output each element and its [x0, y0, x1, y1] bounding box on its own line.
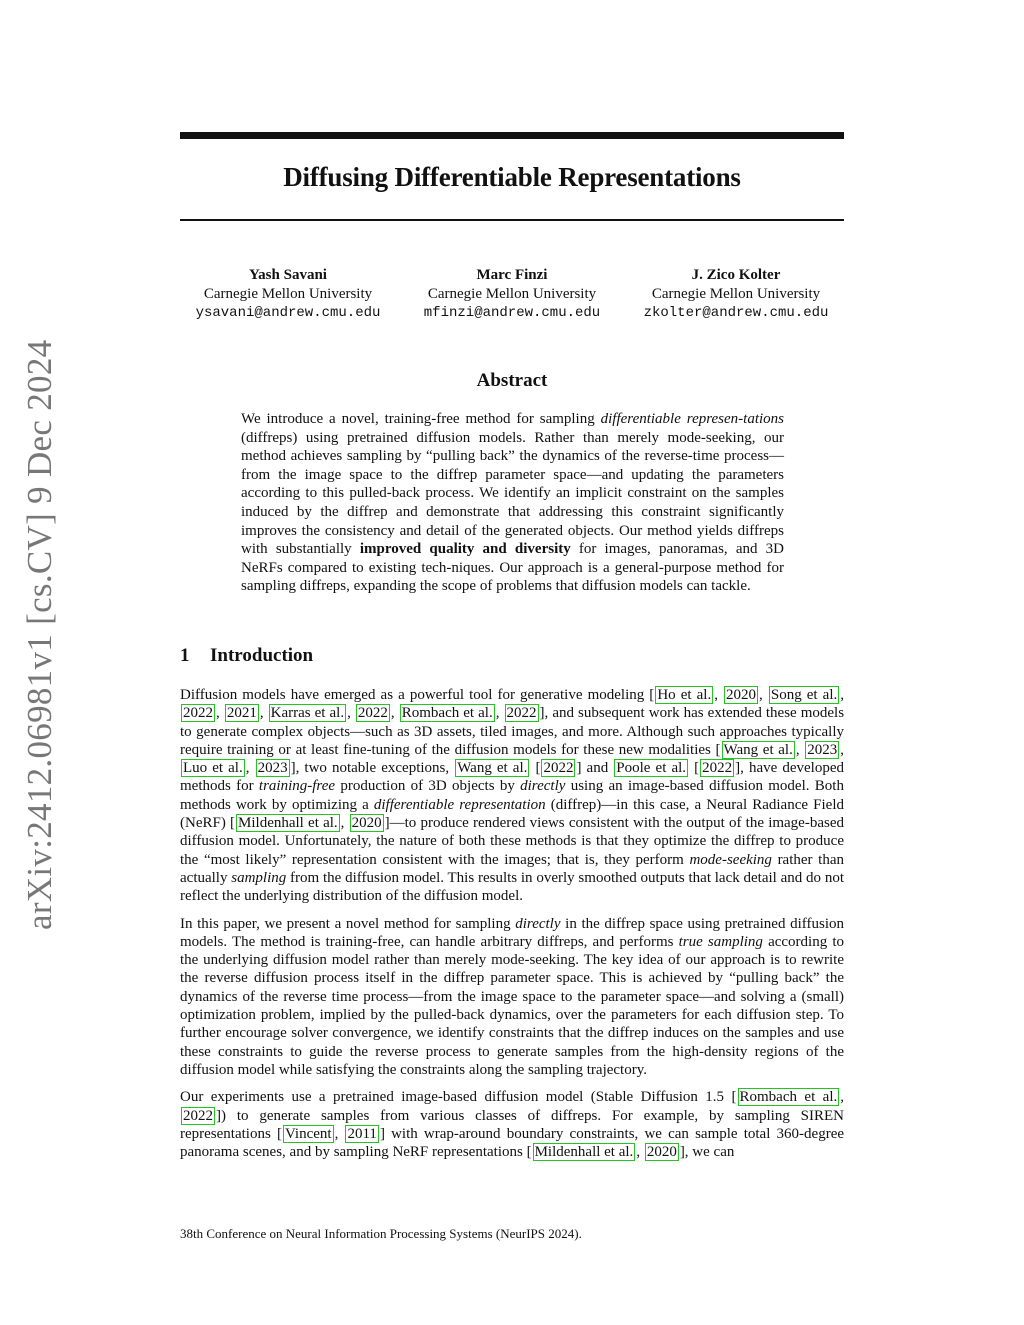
citation-link[interactable]: 2023	[807, 741, 838, 758]
paragraph: In this paper, we present a novel method for sampling directly in the diffrep space using pretrained diffusion models. The method is training-free, can handle arbitrary diffreps, and performs true sampling according to the underlying diffusion model rather than merely mode-seeking. The key idea of our approach is to rewrite the reverse diffusion process itself in the diffrep parameter space. This is achieved by “pulling back” the dynamics of the reverse time process—from the image space to the parameter space—and solving a (small) optimization problem, implied by the pulled-back dynamics, over the parameters for each diffusion step. To further encourage solver convergence, we identify constraints that the diffrep induces on the samples and use these constraints to guide the reverse process to generate samples from the high-density regions of the diffusion model while satisfying the constraints along the sampling trajectory.	[180, 915, 844, 1078]
citation-link[interactable]: Luo et al.	[183, 760, 243, 777]
citation-link[interactable]: 2022	[543, 760, 574, 777]
title-bottom-rule	[180, 219, 844, 221]
citation-link[interactable]: 2022	[357, 705, 388, 722]
citation-link[interactable]: Poole et al.	[616, 760, 687, 777]
citation-link[interactable]: 2022	[183, 705, 213, 722]
citation-link[interactable]: 2011	[347, 1125, 377, 1142]
paragraph: Diffusion models have emerged as a powerful tool for generative modeling [ Ho et al. , 2020 , Song et al. , 2022 , 2021 , Karras et al. , 2022 , Rombach et al. , 2022 ], and subsequent work has extended these models to generate complex objects—such as 3D assets, tiled images, and more. Although such approaches typically require training or at least fine-tuning of the diffusion models for these new modalities [ Wang et al. , 2023 , Luo et al. , 2023 ], two notable exceptions, Wang et al. [ 2022 ] and Poole et al. [ 2022 ], have developed methods for training-free production of 3D objects by directly using an image-based diffusion model. Both methods work by optimizing a differentiable representation (diffrep)—in this case, a Neural Radiance Field (NeRF) [ Mildenhall et al. , 2020 ]—to produce rendered views consistent with the output of the image-based diffusion model. Unfortunately, the nature of both these methods is that they optimize the diffrep to produce the “most likely” representation consistent with the images; that is, they perform mode-seeking rather than actually sampling from the diffusion model. This results in overly smoothed outputs that lack detail and do not reflect the underlying distribution of the diffusion model.	[180, 687, 845, 905]
abstract-text: We introduce a novel, training-free method for sampling differentiable represen-tations (diffreps) using pretrained diffusion models. Rather than merely mode-seeking, our method achieves sampling by “pulling back” the dynamics of the reverse-time process—from the image space to the diffrep parameter space—and updating the parameters according to this pulled-back process. We identify an implicit constraint on the samples induced by the diffrep and demonstrate that addressing this constraint significantly improves the consistency and detail of the generated objects. Our method yields diffreps with substantially improved quality and diversity for images, panoramas, and 3D NeRFs compared to existing tech-niques. Our approach is a general-purpose method for sampling diffreps, expanding the scope of problems that diffusion models can tackle.	[241, 411, 784, 595]
author-email[interactable]: ysavani@andrew.cmu.edu	[195, 305, 381, 321]
conference-footnote: 38th Conference on Neural Information Processing Systems (NeurIPS 2024).	[180, 1226, 582, 1241]
citation-link[interactable]: 2020	[351, 815, 382, 832]
arxiv-identifier: arXiv:2412.06981v1 [cs.CV] 9 Dec 2024	[20, 339, 59, 930]
author-email[interactable]: mfinzi@andrew.cmu.edu	[423, 305, 601, 321]
citation-link[interactable]: Ho et al.	[657, 687, 712, 703]
author-block	[180, 266, 844, 323]
citation-link[interactable]: Mildenhall et al.	[238, 815, 338, 832]
paragraph: Our experiments use a pretrained image-based diffusion model (Stable Diffusion 1.5 [ Rombach et al. , 2022 ]) to generate samples from various classes of diffreps. For example, by sampling SIREN representations [ Vincent , 2011 ] with wrap-around boundary constraints, we can sample total 360-degree panorama scenes, and by sampling NeRF representations [ Mildenhall et al. , 2020 ], we can	[180, 1089, 845, 1161]
author-affiliation: Carnegie Mellon University	[427, 286, 597, 302]
citation-link[interactable]: Wang et al.	[457, 760, 528, 777]
author-3	[628, 266, 844, 323]
citation-link[interactable]: Rombach et al.	[401, 705, 493, 722]
citation-link[interactable]: 2022	[702, 760, 733, 777]
abstract-heading: Abstract	[476, 370, 548, 391]
section-heading-introduction: 1 Introduction	[180, 645, 314, 666]
author-name: Yash Savani	[249, 267, 327, 283]
author-affiliation: Carnegie Mellon University	[651, 286, 821, 302]
author-2	[404, 266, 620, 323]
author-affiliation: Carnegie Mellon University	[203, 286, 373, 302]
citation-link[interactable]: Vincent	[284, 1125, 332, 1142]
citation-link[interactable]: Karras et al.	[270, 705, 345, 722]
title-top-rule	[180, 132, 844, 139]
author-email[interactable]: zkolter@andrew.cmu.edu	[643, 305, 829, 321]
citation-link[interactable]: 2022	[183, 1107, 213, 1124]
paper-title: Diffusing Differentiable Representations	[283, 162, 741, 192]
citation-link[interactable]: 2022	[506, 705, 537, 722]
citation-link[interactable]: 2020	[726, 687, 757, 703]
citation-link[interactable]: 2020	[646, 1144, 677, 1161]
citation-link[interactable]: 2021	[226, 705, 257, 722]
citation-link[interactable]: Rombach et al.	[739, 1089, 838, 1106]
citation-link[interactable]: Wang et al.	[723, 741, 793, 758]
citation-link[interactable]: 2023	[257, 760, 288, 777]
citation-link[interactable]: Song et al.	[770, 687, 838, 703]
author-name: Marc Finzi	[476, 267, 548, 283]
introduction-body	[180, 686, 844, 1170]
author-1	[180, 266, 396, 323]
citation-link[interactable]: Mildenhall et al.	[534, 1144, 634, 1161]
author-name: J. Zico Kolter	[691, 267, 781, 283]
